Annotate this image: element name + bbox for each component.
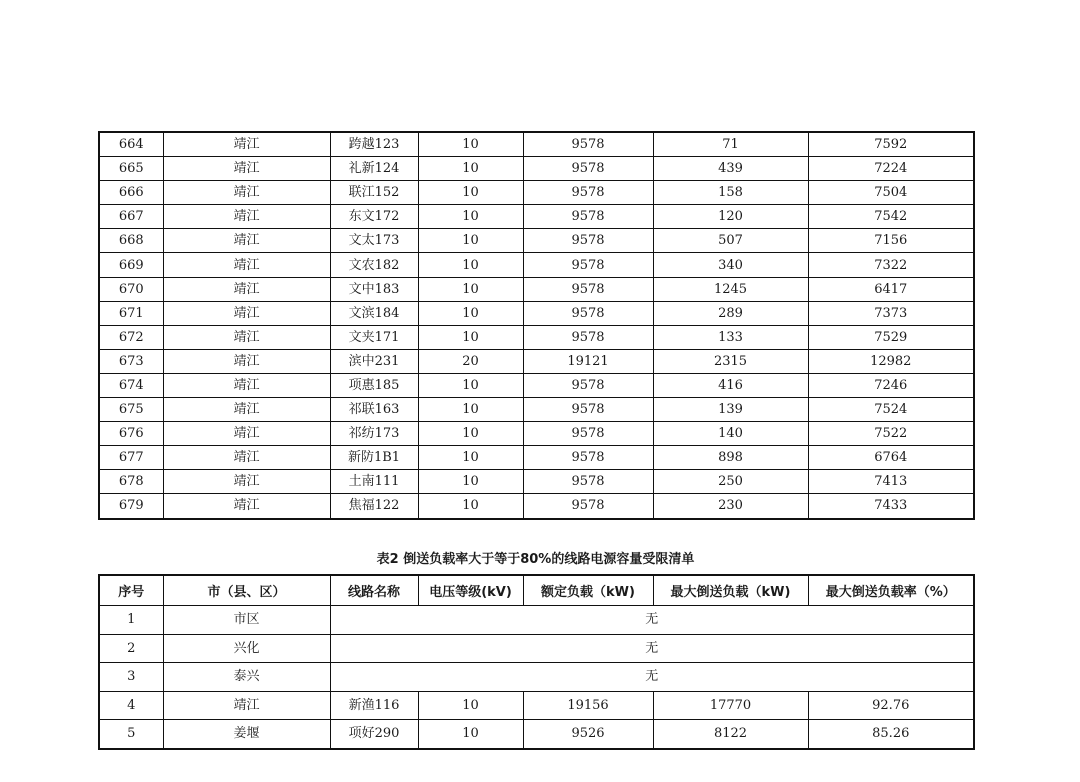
cell-max-reverse-load: 139 [653,398,808,422]
cell-rated-load: 9578 [523,181,653,205]
table2-title: 表2 倒送负载率大于等于80%的线路电源容量受限清单 [376,552,695,567]
cell-line-name: 跨越123 [330,132,418,157]
table-row [99,373,974,397]
cell-rated-load: 9578 [523,277,653,301]
table1-body [99,132,974,519]
cell-max-reverse-load: 250 [653,470,808,494]
cell-city: 市区 [163,606,330,635]
cell-max-reverse-rate: 85.26 [808,720,974,749]
table-row [99,663,974,692]
cell-city: 靖江 [163,349,330,373]
cell-max-reverse-load: 416 [653,373,808,397]
cell-voltage: 10 [418,373,523,397]
cell-index: 674 [99,373,163,397]
table-row [99,277,974,301]
cell-max-reverse-load: 289 [653,301,808,325]
cell-index: 668 [99,229,163,253]
cell-city: 兴化 [163,634,330,663]
table2-header-row [99,575,974,606]
cell-max-reverse-load: 8122 [653,720,808,749]
cell-line-name: 土南111 [330,470,418,494]
cell-max-reverse-load: 340 [653,253,808,277]
cell-city: 靖江 [163,494,330,519]
cell-voltage: 10 [418,277,523,301]
cell-index: 4 [99,691,163,720]
table-row [99,446,974,470]
cell-available-capacity: 7413 [808,470,974,494]
cell-index: 666 [99,181,163,205]
cell-city: 姜堰 [163,720,330,749]
cell-city: 靖江 [163,398,330,422]
cell-rated-load: 9578 [523,253,653,277]
line-capacity-table-continued [98,131,975,520]
cell-max-reverse-load: 140 [653,422,808,446]
cell-index: 669 [99,253,163,277]
cell-available-capacity: 7522 [808,422,974,446]
cell-voltage: 10 [418,325,523,349]
cell-index: 3 [99,663,163,692]
cell-voltage: 10 [418,422,523,446]
cell-index: 667 [99,205,163,229]
cell-rated-load: 19156 [523,691,653,720]
cell-voltage: 10 [418,691,523,720]
cell-voltage: 10 [418,205,523,229]
col-header-max-reverse-load: 最大倒送负载（kW) [653,575,808,606]
cell-voltage: 10 [418,157,523,181]
cell-available-capacity: 7246 [808,373,974,397]
cell-index: 671 [99,301,163,325]
cell-rated-load: 9578 [523,446,653,470]
cell-line-name: 文滨184 [330,301,418,325]
cell-line-name: 新渔116 [330,691,418,720]
cell-available-capacity: 7504 [808,181,974,205]
cell-max-reverse-load: 17770 [653,691,808,720]
col-header-voltage: 电压等级(kV) [418,575,523,606]
cell-line-name: 祁联163 [330,398,418,422]
cell-line-name: 项惠185 [330,373,418,397]
table-row [99,181,974,205]
cell-max-reverse-load: 2315 [653,349,808,373]
cell-rated-load: 9578 [523,494,653,519]
cell-index: 679 [99,494,163,519]
cell-available-capacity: 7524 [808,398,974,422]
cell-none: 无 [330,634,974,663]
cell-index: 664 [99,132,163,157]
cell-max-reverse-load: 898 [653,446,808,470]
cell-available-capacity: 6764 [808,446,974,470]
cell-line-name: 联江152 [330,181,418,205]
table-row [99,325,974,349]
cell-city: 靖江 [163,205,330,229]
cell-available-capacity: 7529 [808,325,974,349]
cell-rated-load: 9578 [523,132,653,157]
cell-voltage: 20 [418,349,523,373]
cell-line-name: 祁纺173 [330,422,418,446]
cell-line-name: 文农182 [330,253,418,277]
cell-available-capacity: 7156 [808,229,974,253]
col-header-max-reverse-rate: 最大倒送负载率（%） [808,575,974,606]
cell-index: 670 [99,277,163,301]
cell-none: 无 [330,606,974,635]
reverse-load-limit-table [98,574,975,750]
cell-index: 1 [99,606,163,635]
cell-line-name: 文夹171 [330,325,418,349]
cell-available-capacity: 7433 [808,494,974,519]
col-header-city: 市（县、区） [163,575,330,606]
table-row [99,301,974,325]
cell-voltage: 10 [418,181,523,205]
cell-available-capacity: 7322 [808,253,974,277]
cell-max-reverse-load: 230 [653,494,808,519]
cell-city: 泰兴 [163,663,330,692]
cell-voltage: 10 [418,470,523,494]
cell-city: 靖江 [163,301,330,325]
cell-city: 靖江 [163,277,330,301]
cell-available-capacity: 6417 [808,277,974,301]
table-row [99,253,974,277]
cell-city: 靖江 [163,470,330,494]
cell-rated-load: 9578 [523,325,653,349]
cell-voltage: 10 [418,229,523,253]
cell-available-capacity: 7224 [808,157,974,181]
table-row [99,494,974,519]
cell-max-reverse-load: 120 [653,205,808,229]
col-header-rated-load: 额定负载（kW) [523,575,653,606]
table-row [99,205,974,229]
cell-max-reverse-load: 71 [653,132,808,157]
table-row [99,720,974,749]
cell-voltage: 10 [418,494,523,519]
cell-max-reverse-load: 439 [653,157,808,181]
cell-city: 靖江 [163,325,330,349]
cell-rated-load: 9578 [523,422,653,446]
cell-max-reverse-load: 158 [653,181,808,205]
cell-city: 靖江 [163,691,330,720]
cell-rated-load: 9578 [523,373,653,397]
cell-index: 2 [99,634,163,663]
table-row [99,691,974,720]
table-row [99,634,974,663]
cell-index: 675 [99,398,163,422]
cell-voltage: 10 [418,720,523,749]
cell-city: 靖江 [163,422,330,446]
cell-city: 靖江 [163,157,330,181]
cell-rated-load: 9526 [523,720,653,749]
table-row [99,349,974,373]
table-row [99,132,974,157]
cell-none: 无 [330,663,974,692]
cell-max-reverse-load: 133 [653,325,808,349]
table-row [99,470,974,494]
cell-voltage: 10 [418,253,523,277]
cell-index: 677 [99,446,163,470]
cell-index: 5 [99,720,163,749]
cell-rated-load: 9578 [523,229,653,253]
cell-max-reverse-load: 507 [653,229,808,253]
cell-voltage: 10 [418,446,523,470]
table-row [99,157,974,181]
cell-available-capacity: 7373 [808,301,974,325]
col-header-line-name: 线路名称 [330,575,418,606]
cell-rated-load: 9578 [523,205,653,229]
cell-available-capacity: 7592 [808,132,974,157]
cell-city: 靖江 [163,446,330,470]
table-row [99,422,974,446]
table-row [99,398,974,422]
cell-index: 665 [99,157,163,181]
col-header-index: 序号 [99,575,163,606]
cell-available-capacity: 7542 [808,205,974,229]
cell-line-name: 新防1B1 [330,446,418,470]
cell-line-name: 项好290 [330,720,418,749]
cell-index: 673 [99,349,163,373]
cell-index: 672 [99,325,163,349]
cell-city: 靖江 [163,181,330,205]
cell-rated-load: 9578 [523,398,653,422]
cell-line-name: 文太173 [330,229,418,253]
cell-rated-load: 9578 [523,301,653,325]
cell-city: 靖江 [163,373,330,397]
cell-voltage: 10 [418,132,523,157]
cell-voltage: 10 [418,398,523,422]
cell-index: 678 [99,470,163,494]
cell-city: 靖江 [163,253,330,277]
cell-rated-load: 9578 [523,470,653,494]
cell-voltage: 10 [418,301,523,325]
table-row [99,606,974,635]
cell-rated-load: 9578 [523,157,653,181]
cell-max-reverse-load: 1245 [653,277,808,301]
cell-line-name: 东文172 [330,205,418,229]
cell-line-name: 礼新124 [330,157,418,181]
table-row [99,229,974,253]
cell-available-capacity: 12982 [808,349,974,373]
cell-city: 靖江 [163,229,330,253]
cell-index: 676 [99,422,163,446]
cell-rated-load: 19121 [523,349,653,373]
cell-max-reverse-rate: 92.76 [808,691,974,720]
cell-line-name: 文中183 [330,277,418,301]
cell-city: 靖江 [163,132,330,157]
cell-line-name: 焦福122 [330,494,418,519]
cell-line-name: 滨中231 [330,349,418,373]
